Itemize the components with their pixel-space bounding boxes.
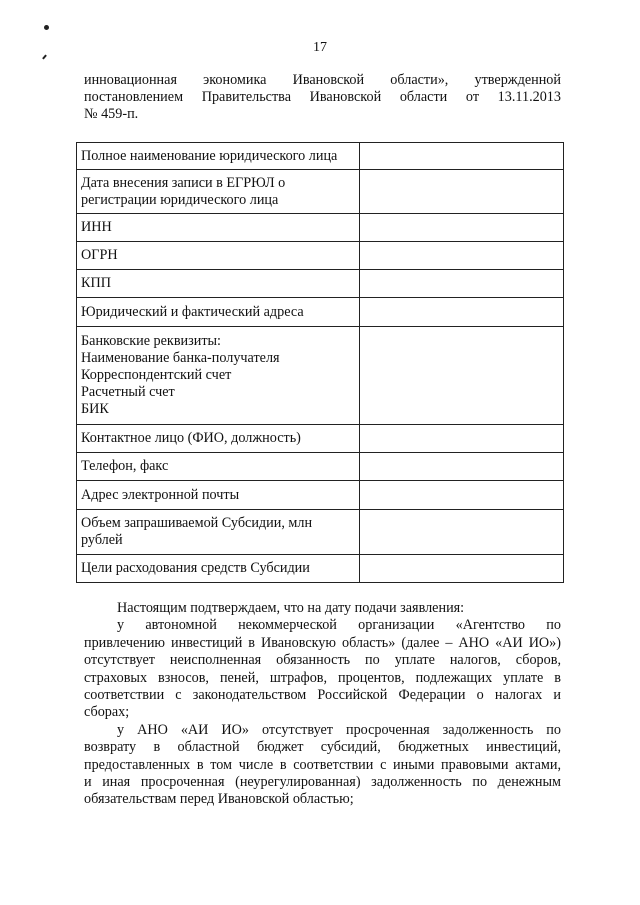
form-row-label-line: Корреспондентский счет <box>81 367 232 383</box>
paragraph-line: отсутствует неисполненная обязанность по уплате налогов, сборов, <box>84 652 561 669</box>
form-row-label <box>77 453 360 481</box>
form-row-label <box>77 555 360 583</box>
paragraph <box>84 600 561 617</box>
paragraph-line: соответствии с законодательством Российской Федерации о налогах и <box>84 686 561 703</box>
form-row-label-line: ОГРН <box>81 247 118 263</box>
form-row <box>77 143 564 170</box>
form-row-label-line: Наименование банка-получателя <box>81 350 280 366</box>
form-row-label <box>77 143 360 170</box>
paragraph-line: и иная просроченная (неурегулированная) задолженность по денежным <box>84 773 561 790</box>
form-row <box>77 270 564 298</box>
form-row-value[interactable] <box>360 270 564 298</box>
form-row-label <box>77 425 360 453</box>
form-row-label-line: Телефон, факс <box>81 458 169 474</box>
form-row-label-line: Контактное лицо (ФИО, должность) <box>81 430 301 446</box>
intro-text <box>84 72 561 123</box>
form-row-label-line: Адрес электронной почты <box>81 486 240 503</box>
form-row-label-line: Полное наименование юридического лица <box>81 147 338 164</box>
scan-mark-dot <box>44 25 49 30</box>
paragraph-line: предоставленных в том числе в соответствии с иными правовыми актами, <box>84 756 561 773</box>
page-number: 17 <box>313 40 327 55</box>
form-row-label-line: БИК <box>81 401 109 417</box>
form-row <box>77 453 564 481</box>
form-row-label-line: Объем запрашиваемой Субсидии, млн <box>81 515 313 531</box>
paragraph-line: Настоящим подтверждаем, что на дату подачи заявления: <box>117 600 465 616</box>
form-row <box>77 481 564 510</box>
form-row-label <box>77 214 360 242</box>
form-row <box>77 170 564 214</box>
form-row <box>77 298 564 327</box>
form-row-label-line: регистрации юридического лица <box>81 191 279 208</box>
form-row-label <box>77 481 360 510</box>
form-row-value[interactable] <box>360 298 564 327</box>
form-row-value[interactable] <box>360 214 564 242</box>
form-row-value[interactable] <box>360 170 564 214</box>
form-row-label-line: Юридический и фактический адреса <box>81 303 304 320</box>
confirmation-text <box>84 600 561 809</box>
form-row <box>77 214 564 242</box>
paragraph-line: привлечению инвестиций в Ивановскую область» (далее – АНО «АИ ИО») <box>84 634 561 651</box>
form-row-label-line: рублей <box>81 532 123 548</box>
form-row-value[interactable] <box>360 425 564 453</box>
form-row-label <box>77 298 360 327</box>
form-row-label-line: КПП <box>81 275 111 291</box>
form-row <box>77 510 564 555</box>
form-row <box>77 555 564 583</box>
form-row <box>77 242 564 270</box>
paragraph <box>84 617 561 721</box>
form-row-value[interactable] <box>360 510 564 555</box>
form-row-label-line: ИНН <box>81 219 112 235</box>
paragraph <box>84 722 561 809</box>
paragraph-line: возврату в областной бюджет субсидий, бюджетных инвестиций, <box>84 739 561 756</box>
paragraph-line: страховых взносов, пеней, штрафов, процентов, подлежащих уплате в <box>84 669 561 686</box>
form-row-value[interactable] <box>360 327 564 425</box>
form-row-value[interactable] <box>360 453 564 481</box>
form-row-label-line: Банковские реквизиты: <box>81 333 221 349</box>
form-row-label-line: Цели расходования средств Субсидии <box>81 560 310 576</box>
intro-line: постановлением Правительства Ивановской области от 13.11.2013 <box>84 89 561 105</box>
form-row <box>77 425 564 453</box>
form-row-label-line: Дата внесения записи в ЕГРЮЛ о <box>81 174 286 191</box>
form-row-value[interactable] <box>360 143 564 170</box>
paragraph-line: у автономной некоммерческой организации «Агентство по <box>117 617 561 634</box>
form-row-label <box>77 270 360 298</box>
form-row-label <box>77 242 360 270</box>
form-row-value[interactable] <box>360 481 564 510</box>
form-row-label-line: Расчетный счет <box>81 384 175 400</box>
applicant-info-table <box>76 142 564 583</box>
intro-line: № 459-п. <box>84 106 139 122</box>
form-row-value[interactable] <box>360 555 564 583</box>
paragraph-line: обязательствам перед Ивановской областью; <box>84 791 354 808</box>
intro-line: инновационная экономика Ивановской области», утвержденной <box>84 72 561 88</box>
form-row-value[interactable] <box>360 242 564 270</box>
paragraph-line: у АНО «АИ ИО» отсутствует просроченная задолженность по <box>117 721 561 738</box>
form-row-label <box>77 510 360 555</box>
form-row-label <box>77 327 360 425</box>
form-row <box>77 327 564 425</box>
form-row-label <box>77 170 360 214</box>
paragraph-line: сборах; <box>84 704 130 721</box>
